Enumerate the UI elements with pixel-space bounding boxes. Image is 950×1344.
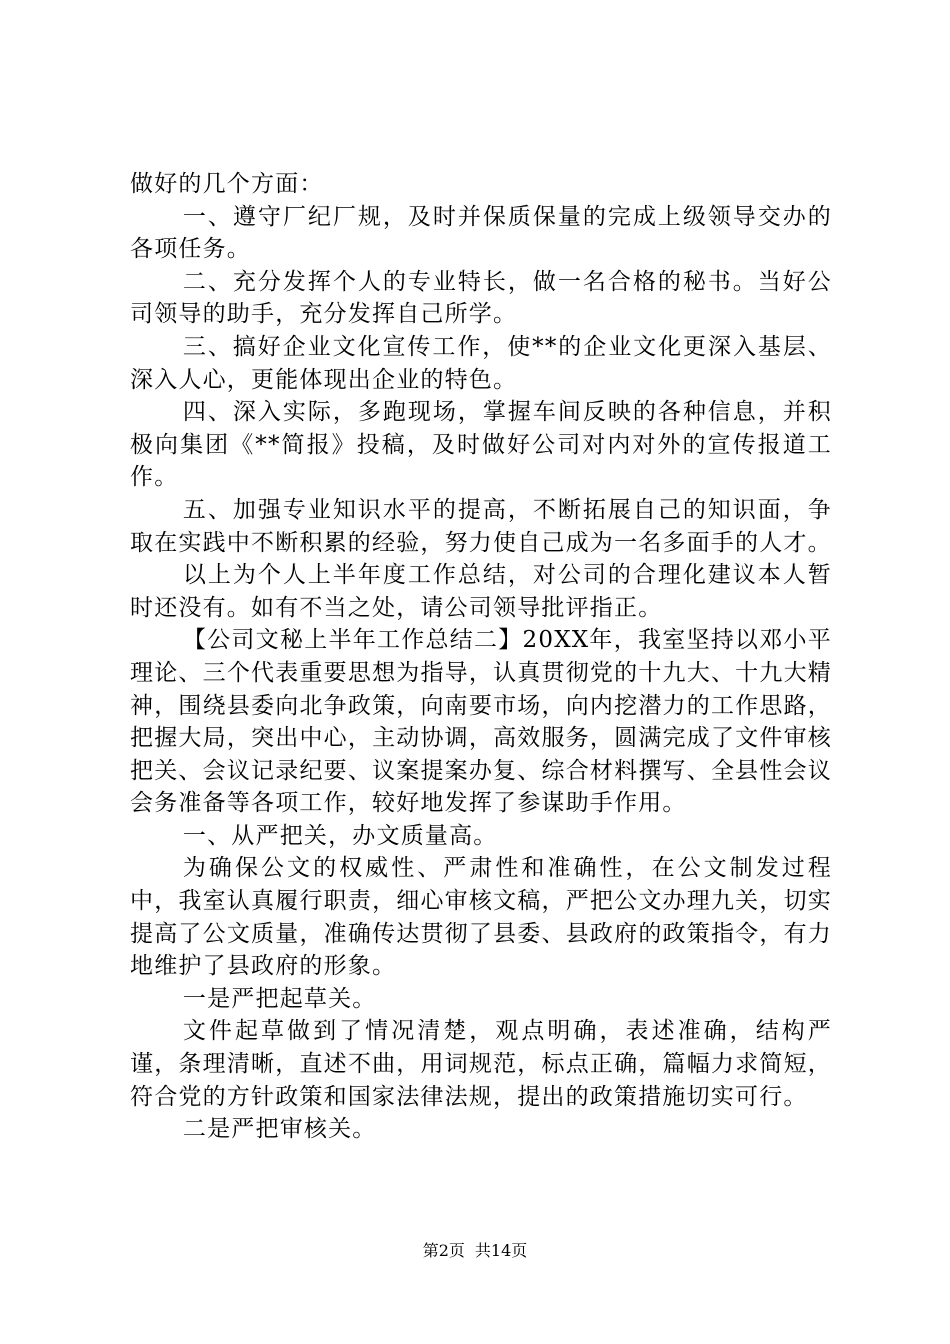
paragraph-section-1-body: 为确保公文的权威性、严肃性和准确性，在公文制发过程中，我室认真履行职责，细心审核文稿，严把公文办理九关，切实提高了公文质量，准确传达贯彻了县委、县政府的政策指令，有力地维护了县政府的形象。 (130, 855, 832, 980)
paragraph-continuation: 做好的几个方面： (130, 171, 324, 197)
paragraph-item-5: 五、加强专业知识水平的提高，不断拓展自己的知识面，争取在实践中不断积累的经验，努力使自己成为一名多面手的人才。 (130, 496, 832, 556)
page-footer (0, 1241, 950, 1261)
paragraph-item-3: 三、搞好企业文化宣传工作，使**的企业文化更深入基层、深入人心，更能体现出企业的特色。 (130, 333, 832, 393)
paragraph-summary-two-intro: 【公司文秘上半年工作总结二】20XX年，我室坚持以邓小平理论、三个代表重要思想为指导，认真贯彻党的十九大、十九大精神，围绕县委向北争政策，向南要市场，向内挖潜力的工作思路，把握大局，突出中心，主动协调，高效服务，圆满完成了文件审核把关、会议记录纪要、议案提案办复、综合材料撰写、全县性会议会务准备等各项工作，较好地发挥了参谋助手作用。 (130, 627, 832, 817)
page-total: 共14页 (474, 1241, 528, 1260)
subheading-review: 二是严把审核关。 (182, 1116, 377, 1143)
section-heading-1: 一、从严把关，办文质量高。 (182, 822, 498, 849)
paragraph-closing: 以上为个人上半年度工作总结，对公司的合理化建议本人暂时还没有。如有不当之处，请公司领导批评指正。 (130, 562, 832, 621)
paragraph-item-1: 一、遵守厂纪厂规，及时并保质保量的完成上级领导交办的各项任务。 (130, 203, 832, 263)
paragraph-drafting-body: 文件起草做到了情况清楚，观点明确，表述准确，结构严谨，条理清晰，直述不曲，用词规范，标点正确，篇幅力求简短，符合党的方针政策和国家法律法规，提出的政策措施切实可行。 (130, 1018, 832, 1110)
document-body (130, 168, 832, 1146)
paragraph-item-4: 四、深入实际，多跑现场，掌握车间反映的各种信息，并积极向集团《**简报》投稿，及时做好公司对内对外的宣传报道工作。 (130, 399, 832, 491)
subheading-drafting: 一是严把起草关。 (182, 985, 377, 1012)
page-number: 第2页 (422, 1241, 465, 1260)
paragraph-item-2: 二、充分发挥个人的专业特长，做一名合格的秘书。当好公司领导的助手，充分发挥自己所学。 (130, 268, 832, 328)
